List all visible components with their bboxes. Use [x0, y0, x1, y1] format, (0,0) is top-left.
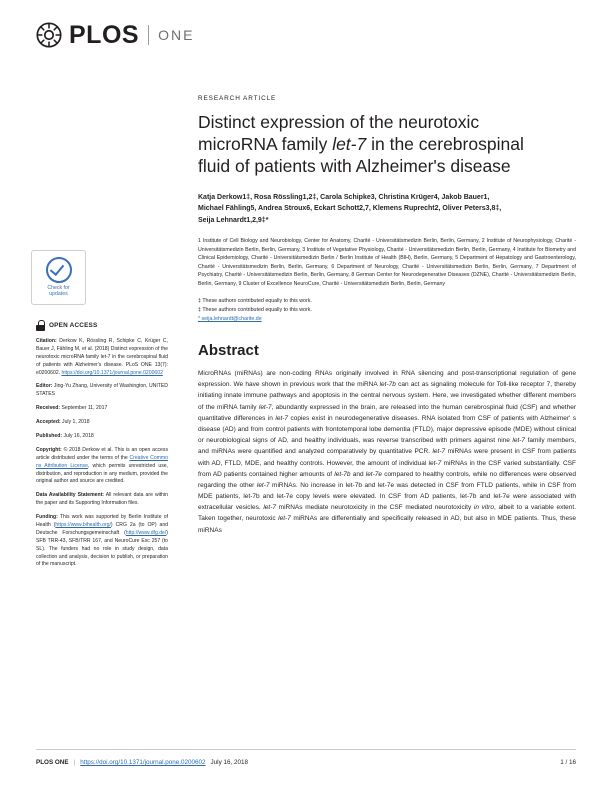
crossmark-badge[interactable]	[31, 250, 86, 305]
footer-journal-name: PLOS ONE	[36, 759, 69, 766]
abstract-italic-7: let-7b	[334, 470, 351, 478]
page-title	[198, 111, 576, 177]
footer-date: July 16, 2018	[210, 759, 248, 766]
received-label: Received:	[36, 405, 61, 412]
author-note-2: ‡ These authors contributed equally to this work.	[198, 307, 312, 314]
open-access-label: OPEN ACCESS	[49, 321, 98, 329]
abstract-seg-12: , albeit to a variable extent. Taken together, neurotoxic	[198, 504, 577, 523]
footer-page-number: 1 / 16	[560, 759, 576, 766]
title-line-1: Distinct expression of the neurotoxic	[198, 112, 480, 132]
received-text: September 11, 2017	[60, 405, 108, 412]
check-circle-icon	[46, 257, 72, 283]
crossmark-line1: Check for	[47, 285, 70, 292]
footer-separator-1: |	[73, 759, 76, 766]
author-list	[198, 192, 576, 226]
abstract-seg-11: miRNAs mediate neurotoxicity in the CSF mediated neurotoxicity	[276, 504, 474, 512]
copyright-label: Copyright:	[36, 446, 62, 453]
received-block	[36, 405, 168, 413]
citation-text: Derkow K, Rössling R, Schipke C, Krüger C, Bauer J, Fähling M, et al. (2018) Distinct expression of the neurotoxic microRNA family let-7 in the cerebrospinal fluid of patients with Alzheimer's disease. PLoS ONE 13(7): e0200602.	[36, 338, 168, 376]
abstract-italic-3: let-7	[275, 414, 289, 422]
title-line-2b: in the cerebrospinal	[366, 134, 524, 155]
author-note-1: ‡ These authors contributed equally to this work.	[198, 298, 312, 305]
funding-block	[36, 514, 168, 569]
article-metadata-sidebar	[36, 320, 168, 575]
editor-block	[36, 383, 168, 399]
copyright-block	[36, 447, 168, 486]
footer-left-group	[36, 759, 248, 766]
abstract-seg-13: miRNAs are differentially and specifically released in AD, but also in MDE patients. Thus, these miRNAs	[198, 515, 576, 534]
abstract-seg-1: MicroRNAs (miRNAs) are non-coding RNAs originally involved in RNA silencing and post-transcriptional regulation of gene expression. We have shown in previous work that the miRNA	[198, 370, 576, 389]
funding-label: Funding:	[36, 514, 58, 521]
abstract-seg-4: copies exist in neurodegenerative diseases. RNA isolated from CSF of patients with Alzheimer' s disease (AD) and from control patients with frontotemporal lobe dementia (FTLD), major depressive episode (MDE) without clinical or neurobiological signs of AD, and healthy individuals, was reverse transcribed with primers against nine	[198, 414, 576, 445]
crossmark-line2: updates	[49, 291, 68, 297]
abstract-seg-9: compared to healthy controls, while no differences were observed regarding the other	[198, 470, 576, 489]
accepted-label: Accepted:	[36, 419, 61, 426]
license-link[interactable]: Creative Commons Attribution License	[36, 454, 168, 469]
abstract-italic-11: in vitro	[473, 504, 494, 512]
plos-wordmark: PLOS	[69, 20, 140, 49]
title-line-2a: microRNA family	[198, 134, 333, 155]
funding-text-3: ) SFB TRR-43, SFB/TRR 167, and NeuroCure Exc 257 (to SL). The funders had no role in study design, data collection and analysis, decision to publish, or preparation of the manuscript.	[36, 529, 168, 568]
plos-emblem-icon	[36, 22, 62, 48]
footer-doi-link[interactable]: https://doi.org/10.1371/journal.pone.0200602	[80, 759, 206, 766]
abstract-text	[198, 368, 576, 536]
accepted-block	[36, 419, 168, 427]
copyright-text-2: , which permits unrestricted use, distribution, and reproduction in any medium, provided the original author and source are credited.	[36, 462, 168, 485]
abstract-seg-7: miRNAs in the CSF varied substantially. CSF from AD patients contained higher amounts of	[198, 459, 576, 478]
funding-link-dfg[interactable]: http://www.dfg.de/	[125, 529, 167, 536]
abstract-italic-5: let-7	[432, 448, 446, 456]
citation-block	[36, 338, 168, 377]
accepted-text: July 1, 2018	[60, 419, 90, 426]
funding-text: This work was supported by Berlin Institute of Health (	[36, 514, 168, 529]
editor-label: Editor:	[36, 383, 53, 390]
published-block	[36, 433, 168, 441]
abstract-italic-4: let-7	[512, 437, 526, 445]
abstract-italic-8: let-7e	[365, 470, 383, 478]
title-line-3: fluid of patients with Alzheimer's disease	[198, 156, 511, 177]
abstract-italic-9: let-7	[256, 481, 270, 489]
citation-label: Citation:	[36, 338, 57, 344]
data-availability-label: Data Availability Statement:	[36, 492, 104, 499]
title-italic-let7: let-7	[332, 134, 367, 155]
abstract-seg-3: , abundantly expressed in the brain, are released into the human cerebrospinal fluid (CSF) and whether quantitative differences in	[198, 403, 576, 422]
funding-text-2: ) CRG 2a (to OP) and Deutsche Forschungsgemeinschaft (	[36, 522, 168, 536]
editor-text: Jing-Yu Zhang, University of Washington, UNITED STATES	[36, 383, 168, 398]
funding-link-bih[interactable]: https://www.bihealth.org/	[55, 522, 111, 529]
page-footer	[36, 759, 576, 766]
footer-divider	[36, 749, 576, 750]
abstract-italic-12: let-7	[278, 515, 291, 523]
author-line-3: Seija Lehnardt1,2,9‡*	[198, 216, 269, 224]
abstract-heading: Abstract	[198, 342, 259, 360]
author-notes	[198, 297, 576, 324]
article-main-column	[198, 95, 576, 536]
abstract-seg-10: miRNAs. No increase in let-7b and let-7e was detected in CSF from FTLD patients, while in CSF from MDE patients, let-7b and let-7e copy levels were elevated. In CSF from AD patients, let-7b and let-7e were associated with extracellular vesicles.	[198, 481, 577, 512]
abstract-italic-6: let-7	[428, 459, 442, 467]
author-line-2: Michael Fähling5, Andrea Stroux6, Eckart Schott2,7, Klemens Ruprecht2, Oliver Peters3,8‡,	[198, 205, 502, 213]
plos-one-label: ONE	[158, 27, 195, 43]
open-lock-icon	[36, 320, 45, 331]
abstract-seg-6: miRNAs were present in CSF from patients with AD, FTLD, MDE, and healthy controls. However, the amount of individual	[198, 448, 576, 467]
abstract-seg-5: family members, and miRNAs were quantified and analyzed comparatively by quantitative PCR.	[198, 437, 576, 456]
open-access-row	[36, 320, 168, 331]
article-type-label: RESEARCH ARTICLE	[198, 95, 277, 102]
data-availability-block	[36, 492, 168, 508]
affiliations: 1 Institute of Cell Biology and Neurobiology, Center for Anatomy, Charité - Universitätsmedizin Berlin, Berlin, Germany, 2 Institute of Neurophysiology, Charité - Universitätsmedizin Berlin, Berlin, Germany, 3 Institute of Vegetative Physiology, Charité - Universitätsmedizin Berlin, Berlin, Germany, 4 Institute for Biometry and Clinical Epidemiology, Charité - Universitätsmedizin Berlin / Berlin Institute of Health (BIH), Berlin, Germany, 5 Department of Hepatology and Gastroenterology, Charité - Universitätsmedizin Berlin, Berlin, Germany, 6 Department of Neurology, Charité - Universitätsmedizin Berlin, Berlin, Germany, 7 Department of Psychiatry, Charité - Universitätsmedizin Berlin, Berlin, Germany, 8 German Center for Neurodegenerative Diseases (DZNE), Charité - Universitätsmedizin Berlin, Berlin, Germany, 9 Cluster of Excellence NeuroCure, Charité - Universitätsmedizin Berlin, Berlin, Germany	[198, 238, 576, 287]
copyright-text: © 2018 Derkow et al. This is an open access article distributed under the terms of the	[36, 446, 168, 461]
published-label: Published:	[36, 433, 63, 440]
abstract-seg-8: and	[350, 470, 366, 478]
logo-divider	[148, 25, 149, 45]
abstract-italic-1: let-7b	[379, 381, 396, 389]
data-availability-text: All relevant data are within the paper and its Supporting Information files.	[36, 492, 168, 507]
plos-logo	[36, 22, 194, 48]
published-text: July 16, 2018	[62, 433, 94, 440]
citation-doi-link[interactable]: https://doi.org/10.1371/journal.pone.0200602	[61, 369, 163, 376]
abstract-seg-2: can act as signaling molecule for Toll-like receptor 7, thereby initiating innate immune pathways and apoptosis in the central nervous system. Here, we investigated whether different members of the miRNA family	[198, 381, 576, 411]
author-line-1: Katja Derkow1‡, Rosa Rössling1,2‡, Carola Schipke3, Christina Krüger4, Jakob Bauer1,	[198, 194, 490, 202]
abstract-italic-10: let-7	[263, 504, 276, 512]
abstract-italic-2: let-7	[258, 403, 272, 411]
corresponding-author-email[interactable]: * seija.lehnardt@charite.de	[198, 316, 262, 323]
